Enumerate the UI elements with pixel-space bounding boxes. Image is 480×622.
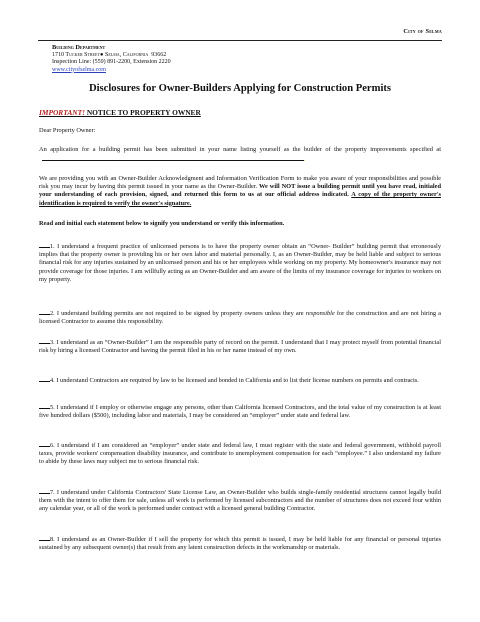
initial-blank-7[interactable] [39, 487, 50, 494]
statement-text-italic: all [167, 497, 175, 505]
statement-text: 2. I understand building permits are not required to be signed by property owners unless they are [50, 310, 306, 317]
intro-paragraph-2 [39, 175, 441, 208]
statement-7 [39, 487, 441, 514]
instruction-line: Read and initial each statement below to signify you understand or verify this information. [39, 220, 285, 227]
statement-text-italic: responsible [305, 310, 335, 317]
website-link[interactable]: www.cityofselma.com [52, 66, 106, 73]
initial-blank-4[interactable] [39, 375, 50, 382]
intro2-bold: We will NOT issue a building permit until you have read, initialed your understanding of each provision, signed, and returned this form to us at our official address indicated. [39, 183, 441, 199]
department-name: Building Department [52, 44, 106, 51]
statement-5 [39, 402, 441, 420]
statement-text: work is performed by licensed subcontractors and the number of structures does not exceed four within any calendar year, or all of the work is performed under contract with a licensed general building Contractor. [39, 497, 441, 513]
statement-text: 5. I understand if I employ or otherwise engage any persons, other than California licensed Contractors, and the total value of my construction is at least five hundred dollars ($500), including labor and materials, I may be considered an “employer” under state and federal law. [39, 404, 441, 420]
statement-6 [39, 440, 441, 467]
initial-blank-8[interactable] [39, 534, 50, 541]
statement-3 [39, 337, 441, 355]
statement-8 [39, 534, 441, 552]
intro2-text: We are providing you with an Owner-Builder Acknowledgment and Information Verification Form to make you aware of your responsibilities and possible risk you may incur by having this permit issued in your name as the Owner-Builder. [39, 175, 441, 191]
intro1-text: An application for a building permit has been submitted in your name listing yourself as the builder of the property improvements specified at [39, 146, 441, 153]
statement-text: for the construction and are not hiring a licensed Contractor to assume this responsibility. [39, 310, 441, 326]
statement-text: 8. I understand as an Owner-Builder if I sell the property for which this permit is issued, I may be held liable for any financial or personal injuries sustained by any subsequent owner(s) that result from any latent construction defects in the workmanship or materials. [39, 536, 441, 552]
important-notice-heading [39, 108, 201, 117]
intro-paragraph-1 [39, 146, 441, 164]
statement-text: 6. I understand if I am considered an “employer” under state and federal law, I must register with the state and federal government, withhold payroll taxes, provide workers' compensation disability insurance, and contribute to unemployment compensation for each “employee.” I also understand my failure to abide by these laws may subject me to serious financial risk. [39, 442, 441, 466]
statement-text: 1. I understand a frequent practice of unlicensed persons is to have the property owner obtain an “Owner- Builder” building permit that erroneously implies that the property owner is providing his or her own labor and material personally. I, as an Owner-Builder, may be held liable and subject to serious financial risk for any injuries sustained by an unlicensed person and his or her employees while working on my property. My homeowner's insurance may not provide coverage for those injuries. I am willfully acting as an Owner-Builder and am aware of the limits of my insurance coverage for injuries to workers on my property. [39, 243, 441, 283]
header-rule [38, 40, 442, 41]
statement-2 [39, 308, 441, 326]
statement-text: 3. I understand as an “Owner-Builder” I am the responsible party of record on the permit. I understand that I may protect myself from potential financial risk by hiring a licensed Contractor and having the permit filed in his or her name instead of my own. [39, 339, 441, 355]
statement-4 [39, 375, 441, 385]
important-word: IMPORTANT! [39, 108, 85, 117]
city-name: City of Selma [403, 28, 442, 35]
page-title: Disclosures for Owner-Builders Applying for Construction Permits [88, 83, 392, 94]
initial-blank-3[interactable] [39, 337, 50, 344]
address-zip: 93662 [151, 51, 167, 58]
intro1-end: . [304, 156, 306, 164]
initial-blank-6[interactable] [39, 440, 50, 447]
intro2-bold-underlined: A copy of the property owner's identification is required to verify the owner's signature. [39, 191, 441, 207]
initial-blank-5[interactable] [39, 402, 50, 409]
address-city: Selma, California [105, 51, 149, 58]
property-address-blank[interactable] [42, 154, 306, 164]
salutation: Dear Property Owner: [39, 127, 96, 134]
address-street: 1710 Tucker Street [52, 51, 100, 58]
statement-text: 4. I understand Contractors are required by law to be licensed and bonded in California and to list their license numbers on permits and contracts. [50, 377, 419, 384]
statement-1 [39, 241, 441, 284]
important-rest: NOTICE TO PROPERTY OWNER [85, 108, 201, 117]
initial-blank-1[interactable] [39, 241, 50, 248]
department-block [52, 44, 171, 74]
bullet-icon: ● [99, 51, 104, 58]
initial-blank-2[interactable] [39, 308, 50, 315]
statement-text: 7. I understand under California Contractors' State License Law, an Owner-Builder who builds single-family residential structures cannot legally build them with the intent to offer them for sale, unless [39, 489, 441, 505]
inspection-line: Inspection Line: (559) 891-2200, Extension 2220 [52, 59, 171, 66]
